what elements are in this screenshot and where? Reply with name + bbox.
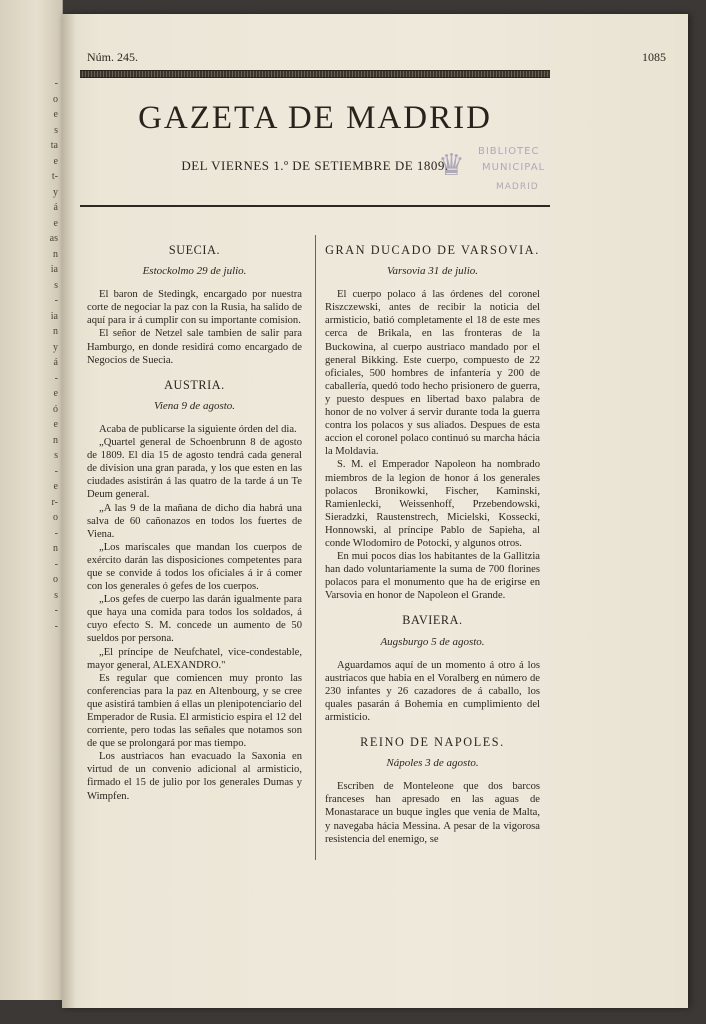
facing-page-fragment: e [53, 388, 58, 399]
section-heading: AUSTRIA. [164, 377, 225, 392]
facing-page-fragment: - [54, 620, 58, 632]
facing-page-fragment: ó [53, 403, 58, 415]
crown-icon: ♛ [438, 148, 465, 183]
facing-page-fragment: s [54, 124, 58, 136]
stamp-text-2: MUNICIPAL [482, 162, 546, 173]
facing-page-fragment: á [53, 357, 58, 368]
section-gap [325, 602, 540, 608]
article-paragraph: S. M. el Emperador Napoleon ha nombrado miembros de la legion de honor á los generales polacos Bronikowki, Fischer, Kaminski, Ramienlecki, Weissenhoff, Przebendowski, Sieradzki, Raustenstrech, Micielski, Kossecki, Honnowski, al príncipe Pablo de Sapieha, al conde Wlodomiro de Potocki, y algunos otros. [325, 459, 540, 549]
article-paragraph: El señor de Netzel sale tambien de salir para Hamburgo, en donde residirá como encargado de Negocios de Suecia. [87, 328, 302, 366]
left-column [87, 238, 302, 803]
dateline-place: Augsburgo 5 de agosto. [380, 635, 485, 648]
facing-page-fragment: s [54, 279, 58, 291]
facing-page-fragment: s [54, 450, 58, 461]
section-heading: GRAN DUCADO DE VARSOVIA. [325, 243, 540, 257]
facing-page-fragment: e [53, 217, 58, 229]
facing-page-fragment: s [54, 589, 58, 601]
facing-page-fragment: ta [50, 140, 58, 151]
article-paragraph: Aguardamos aquí de un momento á otro á los austriacos que habia en el Voralberg en número de 230 infantes y 26 cazadores de á caballo, los quales pasarán á Bohemia en cumplimiento del armisticio. [325, 659, 540, 723]
article-paragraph: „El príncipe de Neufchatel, vice-condestable, mayor general, ALEXANDRO." [87, 646, 302, 671]
issue-dateline: DEL VIERNES 1.º DE SETIEMBRE DE 1809. [181, 158, 449, 173]
issue-number: Núm. 245. [87, 50, 138, 64]
article-paragraph: „Quartel general de Schoenbrunn 8 de agosto de 1809. El dia 15 de agosto tendrá cada general de division una gran parada, y los que esten en las ciudades asistirán á las quatro de la tarde á un Te Deum general. [87, 437, 302, 501]
facing-page-fragment: e [53, 155, 58, 167]
article-paragraph: Es regular que comiencen muy pronto las conferencias para la paz en Altenbourg, y se cree que asistirá tambien á ellas un plenipotenciario del Emperador de Rusia. El armisticio espira el 12 del corriente, pero todas las señales que notamos son de que se prolongará por mas tiempo. [87, 672, 302, 750]
page-spine-shadow [62, 14, 76, 1008]
facing-page-fragment: r- [51, 496, 58, 508]
facing-page-fragment: - [54, 372, 58, 384]
facing-page-fragment: - [54, 527, 58, 539]
section-heading: REINO DE NAPOLES. [360, 735, 505, 750]
article-paragraph: „A las 9 de la mañana de dicho dia habrá una salva de 60 cañonazos en todos los fuertes de Viena. [87, 502, 302, 540]
article-paragraph: Los austriacos han evacuado la Saxonia en virtud de un convenio adicional al armisticio, firmado el 15 de julio por los generales Dumas y Wimpfen. [87, 751, 302, 802]
header-rule [80, 205, 550, 207]
facing-page-fragment: n [53, 543, 58, 554]
section-heading: BAVIERA. [402, 613, 463, 628]
facing-page-fragment: as [49, 233, 58, 244]
dateline-place: Varsovia 31 de julio. [386, 265, 479, 278]
library-stamp [432, 140, 572, 212]
facing-page-fragment: e [53, 419, 58, 430]
newspaper-title: GAZETA DE MADRID [138, 100, 492, 136]
facing-page-fragment: e [53, 109, 58, 120]
article-paragraph: Acaba de publicarse la siguiente órden del dia. [99, 423, 297, 435]
facing-page-fragment: - [54, 558, 58, 570]
facing-page-fragment: o [53, 574, 58, 585]
facing-page-fragment: n [53, 326, 58, 337]
article-paragraph: El cuerpo polaco á las órdenes del coronel Riszczewski, antes de recibir la noticia del armisticio, batió completamente el 18 de este mes cerca de Brikala, en las fronteras de la Buckowina, al cuerpo austriaco mandado por el general Bikking. Este cuerpo, compuesto de 22 oficiales, 500 hombres de infantería y 200 de caballería, quedó todo hecho prisionero de guerra, y puesto despues en libertad baxo palabra de honor de no volver á servir durante toda la guerra contra los polacos y sus aliados. Despues de esta accion el coronel polaco continuó su marcha hácia la Moldavia. [325, 289, 540, 458]
article-paragraph: „Los gefes de cuerpo las darán igualmente para que haya una comida para todos los soldados, á cuyo efecto S. M. concede un aumento de 50 sueldos por persona. [87, 594, 302, 645]
stamp-text-1: BIBLIOTEC [478, 146, 540, 157]
dateline-place: Nápoles 3 de agosto. [386, 757, 479, 770]
facing-page-fragment: e [53, 481, 58, 492]
masthead-rule [80, 70, 550, 78]
section-gap [325, 724, 540, 730]
facing-page-fragment: - [54, 605, 58, 616]
article-paragraph: Escriben de Monteleone que dos barcos franceses han apresado en las aguas de Monastarace un buque ingles que venia de Malta, y navegaba hácia Messina. A pesar de la vigorosa resistencia del enemigo, se [325, 781, 540, 845]
facing-page-fragment: y [53, 186, 58, 198]
left-page-edge [0, 0, 63, 1000]
article-paragraph: En mui pocos dias los habitantes de la Gallitzia han dado voluntariamente la suma de 700 florines polacos para el monumento que ha de erigirse en Varsovia en honor de Napoleon el Grande. [325, 551, 540, 602]
column-divider [315, 235, 316, 860]
right-column [325, 238, 540, 846]
facing-page-fragment: ia [50, 310, 58, 322]
dateline-place: Estockolmo 29 de julio. [142, 265, 247, 278]
facing-page-fragment: - [54, 465, 58, 477]
facing-page-fragment: o [53, 512, 58, 523]
facing-page-fragment: - [54, 78, 58, 89]
facing-page-fragment: o [53, 93, 58, 105]
stamp-text-3: MADRID [496, 182, 539, 192]
facing-page-fragment: ia [50, 264, 58, 275]
facing-page-fragment: n [53, 248, 58, 260]
page-number: 1085 [642, 50, 666, 64]
facing-page-fragment: - [54, 295, 58, 306]
facing-page-fragment: t- [51, 171, 58, 182]
section-gap [87, 367, 302, 373]
section-heading: SUECIA. [168, 243, 221, 257]
facing-page-fragment: y [53, 341, 58, 353]
facing-page-fragment: á [53, 202, 58, 213]
dateline-place: Viena 9 de agosto. [153, 399, 236, 412]
facing-page-fragment: n [53, 434, 58, 446]
article-paragraph: El baron de Stedingk, encargado por nuestra corte de negociar la paz con la Rusia, ha salido de aquí para ir á cumplir con su importante comision. [87, 289, 302, 327]
article-paragraph: „Los mariscales que mandan los cuerpos de exército darán las disposiciones competentes para que se convide á todos los oficiales á ir á comer con los generales ó gefes de los cuerpos. [87, 541, 302, 593]
